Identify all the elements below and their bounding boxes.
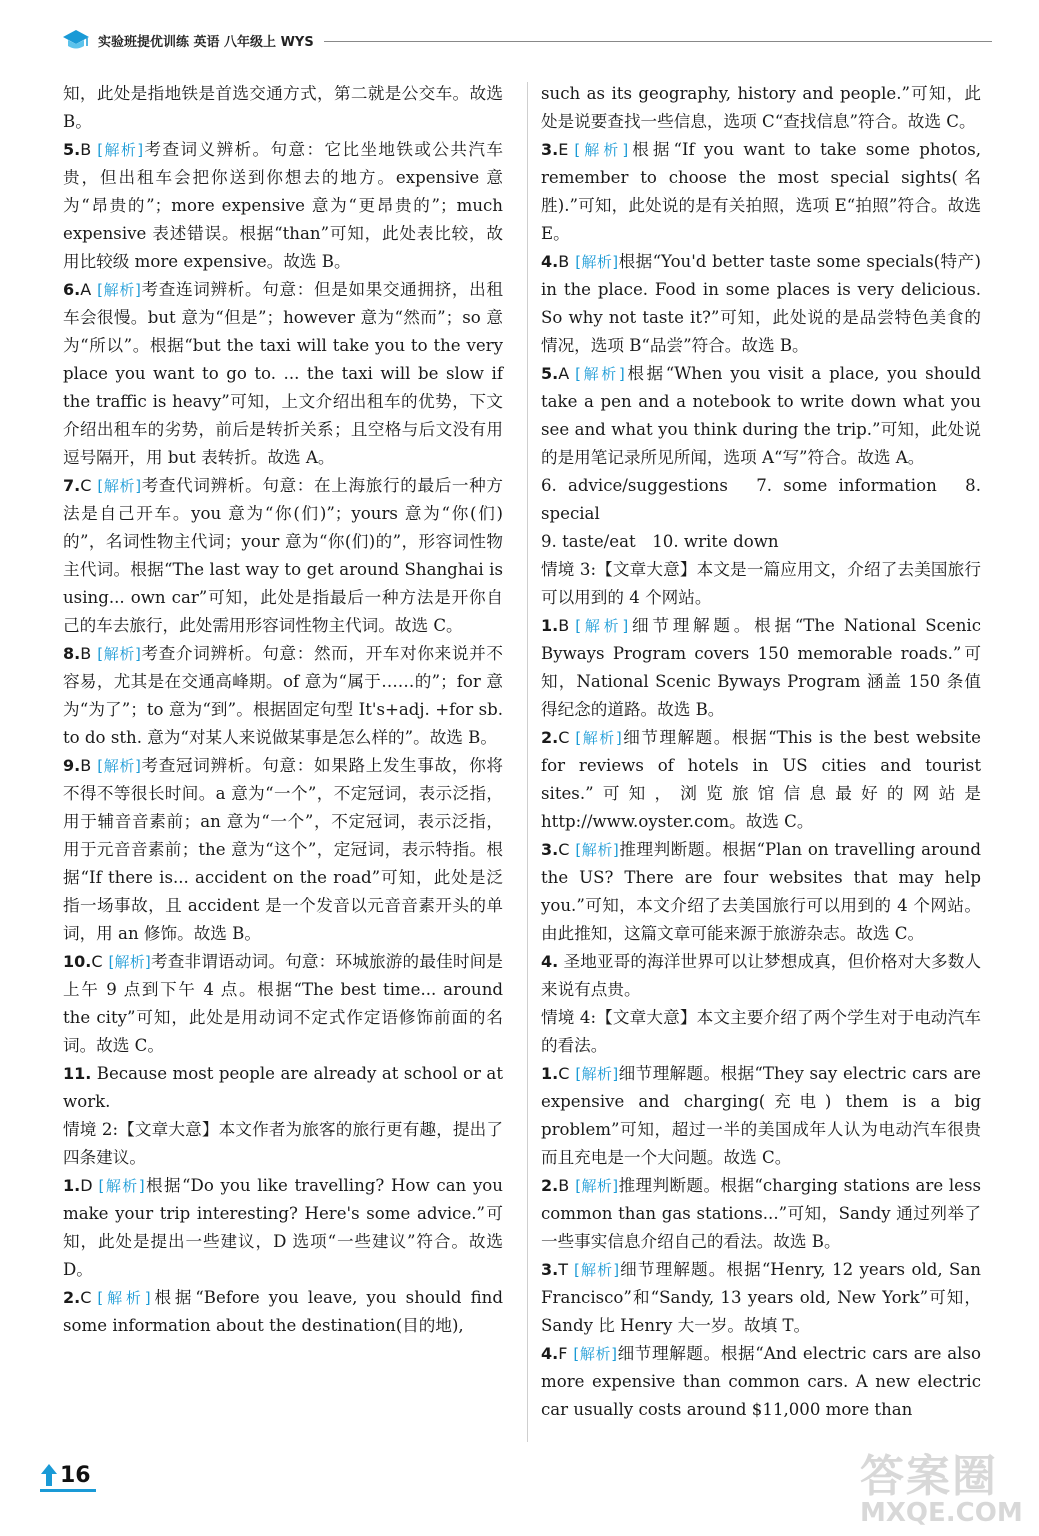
left-column bbox=[63, 80, 503, 1340]
header-title: 实验班提优训练 英语 八年级上 WYS bbox=[98, 34, 314, 50]
analysis-tag: [解析] bbox=[97, 477, 142, 495]
question-number: 7. bbox=[63, 476, 81, 495]
analysis-tag-label: 解析 bbox=[103, 645, 136, 663]
question-number: 1. bbox=[541, 1064, 559, 1083]
analysis-tag: [解析] bbox=[574, 141, 629, 159]
question-number: 2. bbox=[541, 728, 559, 747]
answer-letter: F bbox=[558, 1344, 568, 1363]
answer-text: 考查连词辨析。句意：但是如果交通拥挤，出租车会很慢。but 意为“但是”；however 意为“然而”；so 意为“所以”。根据“but the taxi will take you to the very place you want to go to. ... the taxi will be slow if the traffic is heavy”可知，上文介绍出租车的优势，下文介绍出租车的劣势，前后是转折关系；且空格与后文没有用逗号隔开，用 but 表转折。故选 A。 bbox=[63, 280, 503, 467]
up-arrow-icon bbox=[40, 1462, 58, 1488]
analysis-tag: [解析] bbox=[108, 953, 151, 971]
question-number: 11. bbox=[63, 1064, 92, 1083]
answer-letter: C bbox=[80, 476, 92, 495]
answer-text: 细节理解题。根据“And electric cars are also more expensive than common cars. A new electric car usually costs around $11,000 more than bbox=[541, 1344, 981, 1419]
answer-letter: B bbox=[80, 140, 92, 159]
answer-paragraph bbox=[541, 528, 981, 556]
answer-text: 考查非谓语动词。句意：环城旅游的最佳时间是上午 9 点到下午 4 点。根据“The best time... around the city”可知，此处是用动词不定式作定语修饰前面的名词。故选 C。 bbox=[63, 952, 503, 1055]
question-number: 4. bbox=[541, 252, 559, 271]
question-number: 1. bbox=[541, 616, 559, 635]
answer-paragraph bbox=[63, 136, 503, 276]
answer-text: 考查代词辨析。句意：在上海旅行的最后一种方法是自己开车。you 意为“你(们)”；yours 意为“你(们)的”，名词性物主代词；your 意为“你(们)的”，形容词性物主代词。根据“The last way to get around Shanghai is using... own car”可知，此处是指最后一种方法是开你自己的车去旅行，此处需用形容词性物主代词。故选 C。 bbox=[63, 476, 503, 635]
analysis-tag: [解析] bbox=[575, 1177, 619, 1195]
analysis-tag: [解析] bbox=[575, 1065, 619, 1083]
question-number: 3. bbox=[541, 1260, 559, 1279]
answer-text: 细节理解题。根据“They say electric cars are expensive and charging(充电) them is a big problem”可知，超过一半的美国成年人认为电动汽车很贵而且充电是一个大问题。故选 C。 bbox=[541, 1064, 981, 1167]
analysis-tag: [解析] bbox=[97, 645, 141, 663]
answer-text: 考查词义辨析。句意：它比坐地铁或公共汽车贵，但出租车会把你送到你想去的地方。expensive 意为“昂贵的”；more expensive 意为“更昂贵的”；much expensive 表述错误。根据“than”可知，此处表比较，故用比较级 more expensive。故选 B。 bbox=[63, 140, 503, 271]
analysis-tag: [解析] bbox=[574, 1261, 620, 1279]
answer-paragraph bbox=[63, 1116, 503, 1172]
answer-letter: C bbox=[558, 1064, 570, 1083]
question-number: 2. bbox=[63, 1288, 81, 1307]
answer-text: 推理判断题。根据“charging stations are less common than gas stations...”可知，Sandy 通过列举了一些事实信息介绍自己的看法。故选 B。 bbox=[541, 1176, 981, 1251]
analysis-tag-label: 解析 bbox=[103, 757, 136, 775]
analysis-tag: [解析] bbox=[575, 365, 625, 383]
analysis-tag-label: 解析 bbox=[581, 1177, 613, 1195]
graduation-cap-icon bbox=[62, 27, 90, 53]
answer-paragraph bbox=[541, 1060, 981, 1172]
answer-paragraph bbox=[541, 1004, 981, 1060]
answer-paragraph bbox=[541, 724, 981, 836]
question-number: 8. bbox=[63, 644, 81, 663]
answer-text: 知，此处是指地铁是首选交通方式，第二就是公交车。故选 B。 bbox=[63, 84, 503, 131]
answer-paragraph bbox=[541, 472, 981, 528]
answer-letter: B bbox=[558, 1176, 570, 1195]
right-column bbox=[541, 80, 981, 1424]
answer-paragraph bbox=[63, 1172, 503, 1284]
answer-text: 根据“You'd better taste some specials(特产) in the place. Food in some places is very delicious. So why not taste it?”可知，此处说的是品尝特色美食的情况，选项 B“品尝”符合。故选 B。 bbox=[541, 252, 981, 355]
answer-paragraph bbox=[541, 836, 981, 948]
answer-text: 考查介词辨析。句意：然而，开车对你来说并不容易，尤其是在交通高峰期。of 意为“属于……的”；for 意为“为了”；to 意为“到”。根据固定句型 It's+adj. +for sb. to do sth. 意为“对某人来说做某事是怎么样的”。故选 B。 bbox=[63, 644, 503, 747]
answer-paragraph bbox=[541, 360, 981, 472]
analysis-tag: [解析] bbox=[575, 729, 622, 747]
answer-letter: B bbox=[80, 644, 92, 663]
analysis-tag: [解析] bbox=[97, 757, 141, 775]
answer-paragraph bbox=[541, 1172, 981, 1256]
answer-paragraph bbox=[541, 556, 981, 612]
answer-text: 细节理解题。根据“The National Scenic Byways Program covers 150 memorable roads.”可知，National Scenic Byways Program 涵盖 150 条值得纪念的道路。故选 B。 bbox=[541, 616, 981, 719]
analysis-tag: [解析] bbox=[575, 617, 629, 635]
analysis-tag-label: 解析 bbox=[103, 141, 138, 159]
analysis-tag-label: 解析 bbox=[579, 1261, 614, 1279]
analysis-tag-label: 解析 bbox=[581, 365, 619, 383]
analysis-tag: [解析] bbox=[575, 253, 619, 271]
answer-paragraph bbox=[541, 612, 981, 724]
analysis-tag-label: 解析 bbox=[581, 617, 623, 635]
analysis-tag: [解析] bbox=[98, 1177, 145, 1195]
page-number-underline bbox=[40, 1489, 96, 1492]
answer-text: 根据“When you visit a place, you should take a pen and a notebook to write down what you see and what you think during the trip.”可知，此处说的是用笔记录所见所闻，选项 A“写”符合。故选 A。 bbox=[541, 364, 981, 467]
analysis-tag-label: 解析 bbox=[581, 1065, 613, 1083]
analysis-tag: [解析] bbox=[575, 841, 619, 859]
answer-letter: B bbox=[558, 252, 570, 271]
answer-text: 细节理解题。根据“This is the best website for reviews of hotels in US cities and tourist sites.”可知，浏览旅馆信息最好的网站是 http://www.oyster.com。故选 C。 bbox=[541, 728, 981, 831]
analysis-tag-label: 解析 bbox=[581, 729, 616, 747]
answer-paragraph bbox=[63, 1060, 503, 1116]
analysis-tag: [解析] bbox=[97, 1289, 151, 1307]
analysis-tag-label: 解析 bbox=[580, 141, 623, 159]
answer-text: 根据“Before you leave, you should find some information about the destination(目的地), bbox=[63, 1288, 503, 1335]
analysis-tag: [解析] bbox=[97, 281, 141, 299]
analysis-tag-label: 解析 bbox=[103, 1289, 145, 1307]
answer-text: 圣地亚哥的海洋世界可以让梦想成真，但价格对大多数人来说有点贵。 bbox=[541, 952, 982, 999]
question-number: 2. bbox=[541, 1176, 559, 1195]
page-number-badge bbox=[40, 1452, 100, 1488]
question-number: 9. bbox=[63, 756, 81, 775]
page-header bbox=[62, 20, 992, 60]
question-number: 4. bbox=[541, 1344, 559, 1363]
answer-letter: C bbox=[558, 728, 570, 747]
analysis-tag-label: 解析 bbox=[581, 841, 613, 859]
answer-letter: C bbox=[80, 1288, 92, 1307]
answer-text: 情境 4:【文章大意】本文主要介绍了两个学生对于电动汽车的看法。 bbox=[541, 1008, 981, 1055]
question-number: 3. bbox=[541, 140, 559, 159]
answer-text: 根据“Do you like travelling? How can you make your trip interesting? Here's some advice.”可知，此处是提出一些建议，D 选项“一些建议”符合。故选 D。 bbox=[63, 1176, 503, 1279]
answer-letter: T bbox=[558, 1260, 568, 1279]
answer-text: 推理判断题。根据“Plan on travelling around the US? There are four websites that may help you.”可知，本文介绍了去美国旅行可以用到的 4 个网站。由此推知，这篇文章可能来源于旅游杂志。故选 C。 bbox=[541, 840, 981, 943]
analysis-tag-label: 解析 bbox=[103, 281, 135, 299]
answer-letter: D bbox=[80, 1176, 93, 1195]
page-number: 16 bbox=[60, 1463, 91, 1488]
header-rule bbox=[324, 41, 992, 42]
watermark-cn: 答案圈 bbox=[860, 1451, 998, 1502]
answer-text: Because most people are already at school or at work. bbox=[63, 1064, 503, 1111]
answer-paragraph bbox=[63, 80, 503, 136]
answer-letter: C bbox=[91, 952, 103, 971]
question-number: 1. bbox=[63, 1176, 81, 1195]
analysis-tag-label: 解析 bbox=[579, 1345, 612, 1363]
answer-paragraph bbox=[63, 1284, 503, 1340]
column-divider bbox=[527, 82, 528, 1442]
answer-paragraph bbox=[63, 948, 503, 1060]
answer-paragraph bbox=[541, 1340, 981, 1424]
answer-text: 考查冠词辨析。句意：如果路上发生事故，你将不得不等很长时间。a 意为“一个”，不定冠词，表示泛指，用于辅音音素前；an 意为“一个”，不定冠词，表示泛指，用于元音音素前；the 意为“这个”，定冠词，表示特指。根据“If there is... accident on the road”可知，此处是泛指一场事故，且 accident 是一个发音以元音音素开头的单词，用 an 修饰。故选 B。 bbox=[63, 756, 503, 943]
answer-letter: B bbox=[558, 616, 570, 635]
answer-text: such as its geography, history and people.”可知，此处是说要查找一些信息，选项 C“查找信息”符合。故选 C。 bbox=[541, 84, 981, 131]
analysis-tag: [解析] bbox=[573, 1345, 617, 1363]
answer-paragraph bbox=[541, 1256, 981, 1340]
analysis-tag-label: 解析 bbox=[103, 477, 136, 495]
answer-text: 情境 2:【文章大意】本文作者为旅客的旅行更有趣，提出了四条建议。 bbox=[63, 1120, 503, 1167]
question-number: 5. bbox=[541, 364, 559, 383]
watermark-url: MXQE.COM bbox=[860, 1498, 1023, 1528]
answer-letter: B bbox=[80, 756, 92, 775]
answer-paragraph bbox=[63, 640, 503, 752]
answer-paragraph bbox=[63, 472, 503, 640]
question-number: 4. bbox=[541, 952, 559, 971]
answer-text: 细节理解题。根据“Henry, 12 years old, San Francisco”和“Sandy, 13 years old, New York”可知，Sandy 比 Henry 大一岁。故填 T。 bbox=[541, 1260, 981, 1335]
watermark-logo bbox=[860, 1440, 1030, 1530]
answer-paragraph bbox=[541, 136, 981, 248]
answer-text: 情境 3:【文章大意】本文是一篇应用文，介绍了去美国旅行可以用到的 4 个网站。 bbox=[541, 560, 981, 607]
question-number: 10. bbox=[63, 952, 92, 971]
answer-letter: A bbox=[558, 364, 570, 383]
question-number: 5. bbox=[63, 140, 81, 159]
answer-letter: A bbox=[80, 280, 92, 299]
question-number: 6. bbox=[63, 280, 81, 299]
answer-text: 9. taste/eat 10. write down bbox=[541, 532, 779, 551]
answer-paragraph bbox=[63, 276, 503, 472]
analysis-tag: [解析] bbox=[97, 141, 144, 159]
question-number: 3. bbox=[541, 840, 559, 859]
analysis-tag-label: 解析 bbox=[581, 253, 613, 271]
analysis-tag-label: 解析 bbox=[114, 953, 145, 971]
answer-paragraph bbox=[541, 248, 981, 360]
answer-text: 根据“If you want to take some photos, remember to choose the most special sights(名胜).”可知，此处说的是有关拍照，选项 E“拍照”符合。故选 E。 bbox=[541, 140, 981, 243]
answer-paragraph bbox=[541, 80, 981, 136]
answer-paragraph bbox=[63, 752, 503, 948]
answer-text: 6. advice/suggestions 7. some information 8. special bbox=[541, 476, 981, 523]
analysis-tag-label: 解析 bbox=[104, 1177, 139, 1195]
answer-paragraph bbox=[541, 948, 981, 1004]
answer-letter: E bbox=[558, 140, 569, 159]
answer-letter: C bbox=[558, 840, 570, 859]
